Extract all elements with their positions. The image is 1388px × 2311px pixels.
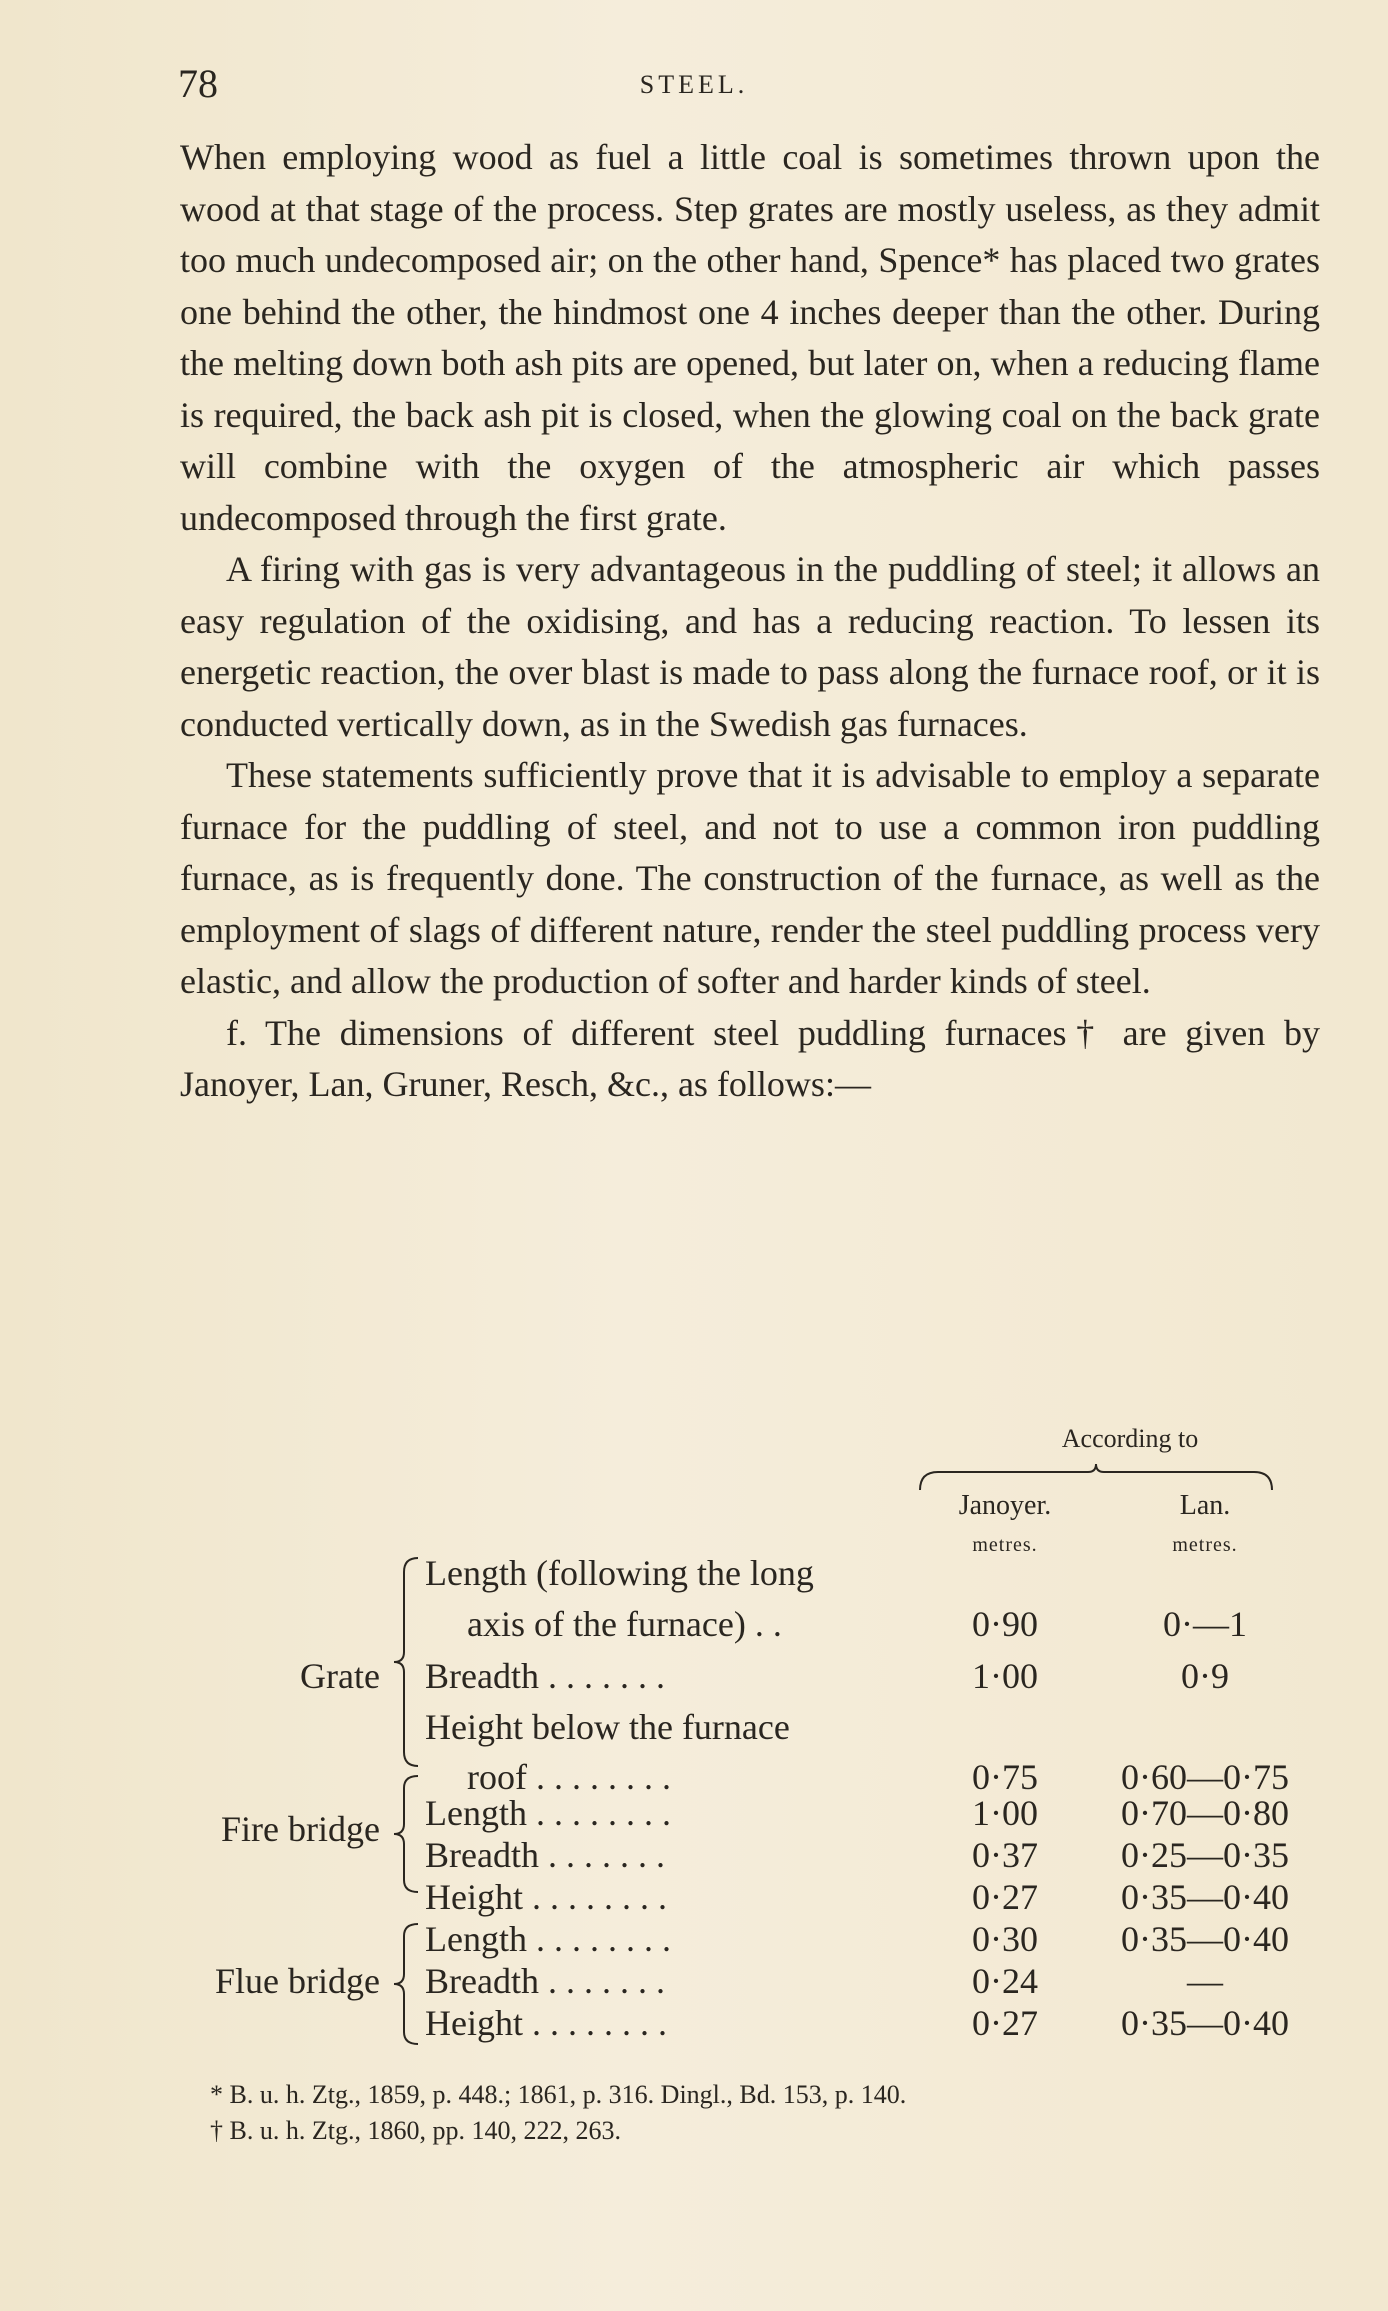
janoyer-value: 0·24	[972, 1961, 1038, 2001]
page-number: 78	[178, 61, 218, 106]
table-row	[0, 1706, 1388, 1748]
janoyer-value: 0·27	[972, 2003, 1038, 2043]
row-label: Breadth . . . . . . .	[425, 1961, 665, 2001]
group-label-fire-bridge: Fire bridge	[221, 1809, 380, 1849]
row-label: Height . . . . . . . .	[425, 2003, 667, 2043]
lan-value: 0·9	[1181, 1656, 1229, 1696]
column-header-lan: Lan.	[1179, 1490, 1231, 1521]
row-label: Length (following the long	[425, 1553, 814, 1593]
janoyer-value: 0·30	[972, 1919, 1038, 1959]
paragraph-3: These statements sufficiently prove that it is advisable to employ a separate furnace for the puddling of steel, and not to use a common iron puddling furnace, as is frequently done. The construction of the furnace, as well as the employment of slags of different nature, render the steel puddling process very elastic, and allow the production of softer and harder kinds of steel.	[180, 755, 1320, 1001]
table-row	[0, 1876, 1388, 1918]
janoyer-value: 0·27	[972, 1877, 1038, 1917]
row-label: Breadth . . . . . . .	[425, 1656, 665, 1696]
page-header	[0, 60, 1388, 120]
row-label: Height below the furnace	[425, 1707, 790, 1747]
table-row	[0, 1960, 1388, 2002]
row-label-continued: roof . . . . . . . .	[467, 1757, 671, 1797]
body-text	[180, 132, 1320, 1111]
paragraph-2: A firing with gas is very advantageous in the puddling of steel; it allows an easy regulation of the oxidising, and has a reducing reaction. To lessen its energetic reaction, the over blast is made to pass along the furnace roof, or it is conducted vertically down, as in the Swedish gas furnaces.	[180, 549, 1320, 744]
table-row	[0, 1655, 1388, 1697]
table-row	[0, 1552, 1388, 1594]
paragraph-1: When employing wood as fuel a little coal is sometimes thrown upon the wood at that stage of the process. Step grates are mostly useless, as they admit too much undecomposed air; on the other hand, Spence* has placed two grates one behind the other, the hindmost one 4 inches deeper than the other. During the melting down both ash pits are opened, but later on, when a reducing flame is required, the back ash pit is closed, when the glowing coal on the back grate will combine with the oxygen of the atmospheric air which passes undecomposed through the first grate.	[180, 137, 1320, 538]
footnote-2: † B. u. h. Ztg., 1860, pp. 140, 222, 263.	[210, 2116, 621, 2145]
lan-value: —	[1187, 1961, 1223, 2001]
paragraph-4: f. The dimensions of different steel puddling furnaces† are given by Janoyer, Lan, Gruner, Resch, &c., as follows:—	[180, 1012, 1320, 1104]
janoyer-value: 0·75	[972, 1757, 1038, 1797]
table-row	[0, 1918, 1388, 1960]
janoyer-value: 0·90	[972, 1604, 1038, 1644]
row-label: Breadth . . . . . . .	[425, 1835, 665, 1875]
column-unit-janoyer: metres.	[972, 1534, 1038, 1556]
row-label: Length . . . . . . . .	[425, 1793, 671, 1833]
footnote-1: * B. u. h. Ztg., 1859, p. 448.; 1861, p. 316. Dingl., Bd. 153, p. 140.	[210, 2080, 907, 2109]
according-to-label: According to	[1061, 1424, 1199, 1453]
lan-value: 0·60—0·75	[1121, 1757, 1289, 1797]
horizontal-brace-icon	[918, 1462, 1274, 1492]
lan-value: 0·—1	[1163, 1604, 1247, 1644]
row-label-continued: axis of the furnace) . .	[467, 1604, 782, 1644]
lan-value: 0·70—0·80	[1121, 1793, 1289, 1833]
janoyer-value: 1·00	[972, 1793, 1038, 1833]
janoyer-value: 0·37	[972, 1835, 1038, 1875]
running-title: STEEL.	[639, 70, 749, 99]
column-unit-lan: metres.	[1172, 1534, 1238, 1556]
table-row	[0, 1834, 1388, 1876]
table-row	[0, 1603, 1388, 1645]
group-label-flue-bridge: Flue bridge	[215, 1961, 380, 2001]
column-header-janoyer: Janoyer.	[958, 1490, 1052, 1521]
row-label: Height . . . . . . . .	[425, 1877, 667, 1917]
lan-value: 0·35—0·40	[1121, 1919, 1289, 1959]
table-row	[0, 2002, 1388, 2044]
lan-value: 0·35—0·40	[1121, 2003, 1289, 2043]
lan-value: 0·25—0·35	[1121, 1835, 1289, 1875]
lan-value: 0·35—0·40	[1121, 1877, 1289, 1917]
table-row	[0, 1792, 1388, 1834]
janoyer-value: 1·00	[972, 1656, 1038, 1696]
group-label-grate: Grate	[300, 1656, 380, 1696]
row-label: Length . . . . . . . .	[425, 1919, 671, 1959]
